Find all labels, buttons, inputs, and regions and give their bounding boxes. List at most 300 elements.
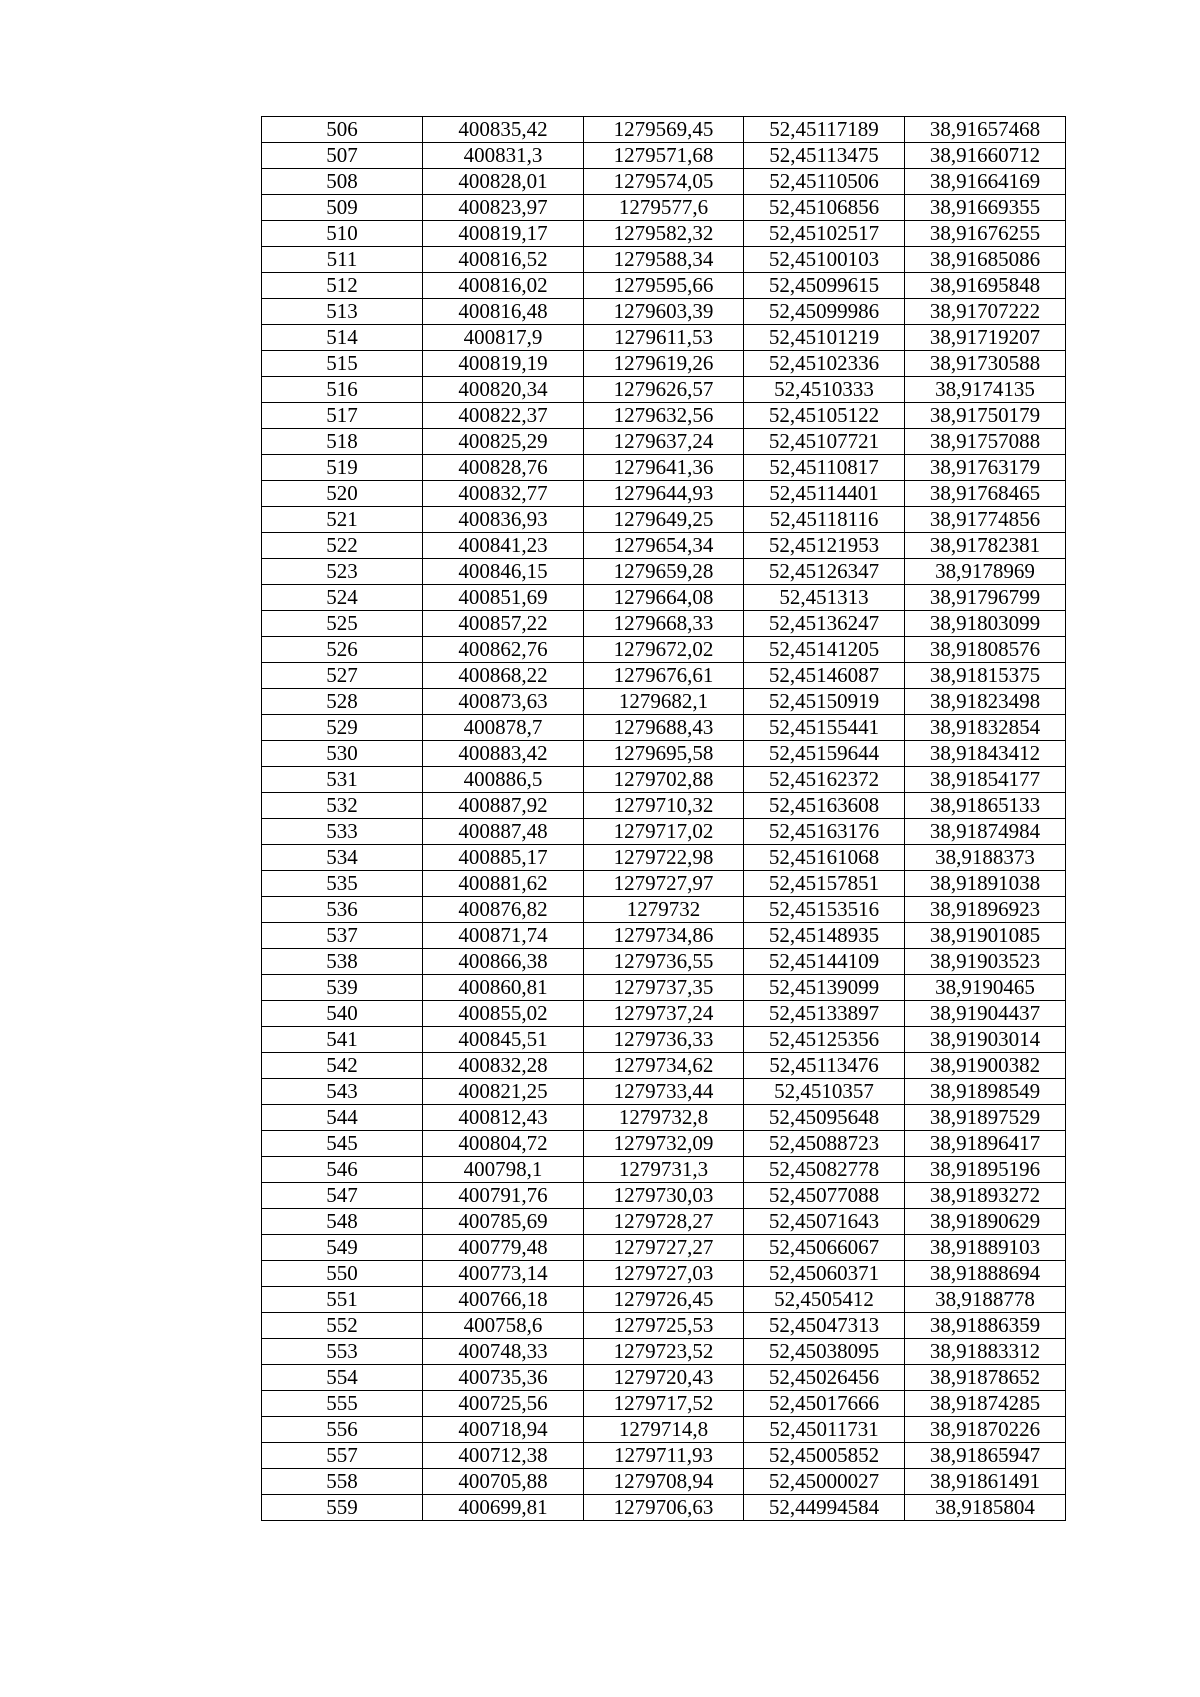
latitude-cell: 52,45146087 xyxy=(744,663,905,689)
table-row xyxy=(262,897,1066,923)
latitude-cell: 52,45105122 xyxy=(744,403,905,429)
longitude-cell: 38,91903523 xyxy=(905,949,1066,975)
point-number-cell: 523 xyxy=(262,559,423,585)
point-number-cell: 535 xyxy=(262,871,423,897)
latitude-cell: 52,45100103 xyxy=(744,247,905,273)
x-coordinate-cell: 400832,28 xyxy=(423,1053,584,1079)
latitude-cell: 52,45107721 xyxy=(744,429,905,455)
longitude-cell: 38,91695848 xyxy=(905,273,1066,299)
latitude-cell: 52,45082778 xyxy=(744,1157,905,1183)
longitude-cell: 38,91757088 xyxy=(905,429,1066,455)
table-row xyxy=(262,585,1066,611)
point-number-cell: 520 xyxy=(262,481,423,507)
latitude-cell: 52,45110506 xyxy=(744,169,905,195)
longitude-cell: 38,91904437 xyxy=(905,1001,1066,1027)
longitude-cell: 38,91782381 xyxy=(905,533,1066,559)
y-coordinate-cell: 1279676,61 xyxy=(584,663,744,689)
table-row xyxy=(262,741,1066,767)
longitude-cell: 38,91883312 xyxy=(905,1339,1066,1365)
latitude-cell: 52,45060371 xyxy=(744,1261,905,1287)
longitude-cell: 38,91730588 xyxy=(905,351,1066,377)
y-coordinate-cell: 1279664,08 xyxy=(584,585,744,611)
x-coordinate-cell: 400860,81 xyxy=(423,975,584,1001)
point-number-cell: 539 xyxy=(262,975,423,1001)
y-coordinate-cell: 1279571,68 xyxy=(584,143,744,169)
x-coordinate-cell: 400883,42 xyxy=(423,741,584,767)
longitude-cell: 38,91669355 xyxy=(905,195,1066,221)
y-coordinate-cell: 1279588,34 xyxy=(584,247,744,273)
point-number-cell: 516 xyxy=(262,377,423,403)
y-coordinate-cell: 1279708,94 xyxy=(584,1469,744,1495)
x-coordinate-cell: 400876,82 xyxy=(423,897,584,923)
table-row xyxy=(262,1469,1066,1495)
y-coordinate-cell: 1279720,43 xyxy=(584,1365,744,1391)
table-row xyxy=(262,117,1066,143)
latitude-cell: 52,45136247 xyxy=(744,611,905,637)
longitude-cell: 38,91903014 xyxy=(905,1027,1066,1053)
x-coordinate-cell: 400881,62 xyxy=(423,871,584,897)
latitude-cell: 52,45099615 xyxy=(744,273,905,299)
x-coordinate-cell: 400735,36 xyxy=(423,1365,584,1391)
table-row xyxy=(262,1105,1066,1131)
table-row xyxy=(262,429,1066,455)
latitude-cell: 52,45125356 xyxy=(744,1027,905,1053)
table-row xyxy=(262,1027,1066,1053)
latitude-cell: 52,45157851 xyxy=(744,871,905,897)
point-number-cell: 532 xyxy=(262,793,423,819)
x-coordinate-cell: 400820,34 xyxy=(423,377,584,403)
y-coordinate-cell: 1279736,33 xyxy=(584,1027,744,1053)
y-coordinate-cell: 1279626,57 xyxy=(584,377,744,403)
table-row xyxy=(262,481,1066,507)
point-number-cell: 527 xyxy=(262,663,423,689)
latitude-cell: 52,4510333 xyxy=(744,377,905,403)
point-number-cell: 515 xyxy=(262,351,423,377)
y-coordinate-cell: 1279659,28 xyxy=(584,559,744,585)
y-coordinate-cell: 1279611,53 xyxy=(584,325,744,351)
coordinates-table xyxy=(261,116,1066,1521)
x-coordinate-cell: 400816,52 xyxy=(423,247,584,273)
longitude-cell: 38,91676255 xyxy=(905,221,1066,247)
point-number-cell: 550 xyxy=(262,1261,423,1287)
point-number-cell: 542 xyxy=(262,1053,423,1079)
latitude-cell: 52,45026456 xyxy=(744,1365,905,1391)
latitude-cell: 52,45000027 xyxy=(744,1469,905,1495)
point-number-cell: 526 xyxy=(262,637,423,663)
y-coordinate-cell: 1279727,97 xyxy=(584,871,744,897)
table-row xyxy=(262,1339,1066,1365)
longitude-cell: 38,91895196 xyxy=(905,1157,1066,1183)
table-row xyxy=(262,1053,1066,1079)
x-coordinate-cell: 400812,43 xyxy=(423,1105,584,1131)
point-number-cell: 557 xyxy=(262,1443,423,1469)
x-coordinate-cell: 400816,02 xyxy=(423,273,584,299)
latitude-cell: 52,45139099 xyxy=(744,975,905,1001)
x-coordinate-cell: 400825,29 xyxy=(423,429,584,455)
table-row xyxy=(262,637,1066,663)
latitude-cell: 52,45095648 xyxy=(744,1105,905,1131)
table-row xyxy=(262,377,1066,403)
x-coordinate-cell: 400823,97 xyxy=(423,195,584,221)
table-row xyxy=(262,559,1066,585)
longitude-cell: 38,91896923 xyxy=(905,897,1066,923)
y-coordinate-cell: 1279668,33 xyxy=(584,611,744,637)
table-row xyxy=(262,143,1066,169)
longitude-cell: 38,91803099 xyxy=(905,611,1066,637)
longitude-cell: 38,91889103 xyxy=(905,1235,1066,1261)
table-row xyxy=(262,1417,1066,1443)
longitude-cell: 38,91896417 xyxy=(905,1131,1066,1157)
latitude-cell: 52,45162372 xyxy=(744,767,905,793)
y-coordinate-cell: 1279726,45 xyxy=(584,1287,744,1313)
x-coordinate-cell: 400855,02 xyxy=(423,1001,584,1027)
x-coordinate-cell: 400846,15 xyxy=(423,559,584,585)
latitude-cell: 52,45066067 xyxy=(744,1235,905,1261)
table-row xyxy=(262,1131,1066,1157)
table-row xyxy=(262,325,1066,351)
y-coordinate-cell: 1279644,93 xyxy=(584,481,744,507)
x-coordinate-cell: 400817,9 xyxy=(423,325,584,351)
y-coordinate-cell: 1279574,05 xyxy=(584,169,744,195)
x-coordinate-cell: 400841,23 xyxy=(423,533,584,559)
point-number-cell: 552 xyxy=(262,1313,423,1339)
y-coordinate-cell: 1279733,44 xyxy=(584,1079,744,1105)
y-coordinate-cell: 1279577,6 xyxy=(584,195,744,221)
point-number-cell: 556 xyxy=(262,1417,423,1443)
x-coordinate-cell: 400887,48 xyxy=(423,819,584,845)
point-number-cell: 543 xyxy=(262,1079,423,1105)
latitude-cell: 52,45017666 xyxy=(744,1391,905,1417)
latitude-cell: 52,45150919 xyxy=(744,689,905,715)
table-row xyxy=(262,455,1066,481)
point-number-cell: 525 xyxy=(262,611,423,637)
x-coordinate-cell: 400785,69 xyxy=(423,1209,584,1235)
longitude-cell: 38,91657468 xyxy=(905,117,1066,143)
longitude-cell: 38,91768465 xyxy=(905,481,1066,507)
point-number-cell: 546 xyxy=(262,1157,423,1183)
point-number-cell: 544 xyxy=(262,1105,423,1131)
x-coordinate-cell: 400851,69 xyxy=(423,585,584,611)
point-number-cell: 537 xyxy=(262,923,423,949)
longitude-cell: 38,91750179 xyxy=(905,403,1066,429)
table-row xyxy=(262,949,1066,975)
x-coordinate-cell: 400758,6 xyxy=(423,1313,584,1339)
longitude-cell: 38,91854177 xyxy=(905,767,1066,793)
x-coordinate-cell: 400819,17 xyxy=(423,221,584,247)
x-coordinate-cell: 400816,48 xyxy=(423,299,584,325)
x-coordinate-cell: 400871,74 xyxy=(423,923,584,949)
table-row xyxy=(262,533,1066,559)
point-number-cell: 558 xyxy=(262,1469,423,1495)
longitude-cell: 38,91808576 xyxy=(905,637,1066,663)
table-row xyxy=(262,767,1066,793)
latitude-cell: 52,45114401 xyxy=(744,481,905,507)
longitude-cell: 38,9185804 xyxy=(905,1495,1066,1521)
x-coordinate-cell: 400878,7 xyxy=(423,715,584,741)
longitude-cell: 38,91707222 xyxy=(905,299,1066,325)
point-number-cell: 555 xyxy=(262,1391,423,1417)
y-coordinate-cell: 1279728,27 xyxy=(584,1209,744,1235)
latitude-cell: 52,45106856 xyxy=(744,195,905,221)
y-coordinate-cell: 1279649,25 xyxy=(584,507,744,533)
longitude-cell: 38,9190465 xyxy=(905,975,1066,1001)
longitude-cell: 38,91815375 xyxy=(905,663,1066,689)
point-number-cell: 549 xyxy=(262,1235,423,1261)
latitude-cell: 52,45101219 xyxy=(744,325,905,351)
x-coordinate-cell: 400836,93 xyxy=(423,507,584,533)
table-row xyxy=(262,923,1066,949)
table-row xyxy=(262,1079,1066,1105)
point-number-cell: 538 xyxy=(262,949,423,975)
point-number-cell: 510 xyxy=(262,221,423,247)
table-row xyxy=(262,273,1066,299)
point-number-cell: 551 xyxy=(262,1287,423,1313)
point-number-cell: 509 xyxy=(262,195,423,221)
x-coordinate-cell: 400821,25 xyxy=(423,1079,584,1105)
table-row xyxy=(262,403,1066,429)
table-row xyxy=(262,793,1066,819)
table-row xyxy=(262,689,1066,715)
longitude-cell: 38,9178969 xyxy=(905,559,1066,585)
y-coordinate-cell: 1279737,24 xyxy=(584,1001,744,1027)
longitude-cell: 38,91660712 xyxy=(905,143,1066,169)
latitude-cell: 52,45071643 xyxy=(744,1209,905,1235)
latitude-cell: 52,45117189 xyxy=(744,117,905,143)
y-coordinate-cell: 1279569,45 xyxy=(584,117,744,143)
point-number-cell: 545 xyxy=(262,1131,423,1157)
table-row xyxy=(262,1157,1066,1183)
latitude-cell: 52,45110817 xyxy=(744,455,905,481)
coordinates-table-body xyxy=(262,117,1066,1521)
longitude-cell: 38,91664169 xyxy=(905,169,1066,195)
y-coordinate-cell: 1279736,55 xyxy=(584,949,744,975)
x-coordinate-cell: 400845,51 xyxy=(423,1027,584,1053)
latitude-cell: 52,45133897 xyxy=(744,1001,905,1027)
longitude-cell: 38,91685086 xyxy=(905,247,1066,273)
latitude-cell: 52,45011731 xyxy=(744,1417,905,1443)
point-number-cell: 517 xyxy=(262,403,423,429)
latitude-cell: 52,45118116 xyxy=(744,507,905,533)
table-row xyxy=(262,663,1066,689)
longitude-cell: 38,9188778 xyxy=(905,1287,1066,1313)
longitude-cell: 38,91865133 xyxy=(905,793,1066,819)
x-coordinate-cell: 400822,37 xyxy=(423,403,584,429)
table-row xyxy=(262,1209,1066,1235)
longitude-cell: 38,91865947 xyxy=(905,1443,1066,1469)
latitude-cell: 52,45163176 xyxy=(744,819,905,845)
y-coordinate-cell: 1279734,86 xyxy=(584,923,744,949)
y-coordinate-cell: 1279727,27 xyxy=(584,1235,744,1261)
latitude-cell: 52,45163608 xyxy=(744,793,905,819)
x-coordinate-cell: 400712,38 xyxy=(423,1443,584,1469)
longitude-cell: 38,91886359 xyxy=(905,1313,1066,1339)
point-number-cell: 540 xyxy=(262,1001,423,1027)
latitude-cell: 52,4510357 xyxy=(744,1079,905,1105)
latitude-cell: 52,45148935 xyxy=(744,923,905,949)
y-coordinate-cell: 1279711,93 xyxy=(584,1443,744,1469)
table-row xyxy=(262,1313,1066,1339)
latitude-cell: 52,4505412 xyxy=(744,1287,905,1313)
table-row xyxy=(262,247,1066,273)
x-coordinate-cell: 400791,76 xyxy=(423,1183,584,1209)
point-number-cell: 534 xyxy=(262,845,423,871)
y-coordinate-cell: 1279654,34 xyxy=(584,533,744,559)
table-row xyxy=(262,819,1066,845)
table-row xyxy=(262,1183,1066,1209)
y-coordinate-cell: 1279582,32 xyxy=(584,221,744,247)
y-coordinate-cell: 1279732 xyxy=(584,897,744,923)
y-coordinate-cell: 1279725,53 xyxy=(584,1313,744,1339)
y-coordinate-cell: 1279717,52 xyxy=(584,1391,744,1417)
y-coordinate-cell: 1279695,58 xyxy=(584,741,744,767)
longitude-cell: 38,91898549 xyxy=(905,1079,1066,1105)
latitude-cell: 52,45088723 xyxy=(744,1131,905,1157)
table-row xyxy=(262,507,1066,533)
x-coordinate-cell: 400857,22 xyxy=(423,611,584,637)
table-row xyxy=(262,195,1066,221)
table-row xyxy=(262,169,1066,195)
longitude-cell: 38,9188373 xyxy=(905,845,1066,871)
longitude-cell: 38,91874984 xyxy=(905,819,1066,845)
table-row xyxy=(262,871,1066,897)
table-row xyxy=(262,351,1066,377)
point-number-cell: 559 xyxy=(262,1495,423,1521)
longitude-cell: 38,9174135 xyxy=(905,377,1066,403)
y-coordinate-cell: 1279723,52 xyxy=(584,1339,744,1365)
y-coordinate-cell: 1279734,62 xyxy=(584,1053,744,1079)
point-number-cell: 548 xyxy=(262,1209,423,1235)
latitude-cell: 52,45155441 xyxy=(744,715,905,741)
longitude-cell: 38,91774856 xyxy=(905,507,1066,533)
x-coordinate-cell: 400798,1 xyxy=(423,1157,584,1183)
latitude-cell: 52,44994584 xyxy=(744,1495,905,1521)
longitude-cell: 38,91796799 xyxy=(905,585,1066,611)
point-number-cell: 531 xyxy=(262,767,423,793)
latitude-cell: 52,45121953 xyxy=(744,533,905,559)
y-coordinate-cell: 1279595,66 xyxy=(584,273,744,299)
longitude-cell: 38,91890629 xyxy=(905,1209,1066,1235)
point-number-cell: 528 xyxy=(262,689,423,715)
x-coordinate-cell: 400887,92 xyxy=(423,793,584,819)
y-coordinate-cell: 1279682,1 xyxy=(584,689,744,715)
x-coordinate-cell: 400828,01 xyxy=(423,169,584,195)
x-coordinate-cell: 400748,33 xyxy=(423,1339,584,1365)
table-row xyxy=(262,845,1066,871)
y-coordinate-cell: 1279632,56 xyxy=(584,403,744,429)
x-coordinate-cell: 400886,5 xyxy=(423,767,584,793)
latitude-cell: 52,45159644 xyxy=(744,741,905,767)
x-coordinate-cell: 400705,88 xyxy=(423,1469,584,1495)
y-coordinate-cell: 1279730,03 xyxy=(584,1183,744,1209)
point-number-cell: 513 xyxy=(262,299,423,325)
table-row xyxy=(262,1235,1066,1261)
table-row xyxy=(262,1495,1066,1521)
point-number-cell: 514 xyxy=(262,325,423,351)
longitude-cell: 38,91901085 xyxy=(905,923,1066,949)
latitude-cell: 52,45113476 xyxy=(744,1053,905,1079)
table-row xyxy=(262,1287,1066,1313)
y-coordinate-cell: 1279717,02 xyxy=(584,819,744,845)
y-coordinate-cell: 1279722,98 xyxy=(584,845,744,871)
longitude-cell: 38,91861491 xyxy=(905,1469,1066,1495)
x-coordinate-cell: 400725,56 xyxy=(423,1391,584,1417)
x-coordinate-cell: 400779,48 xyxy=(423,1235,584,1261)
longitude-cell: 38,91832854 xyxy=(905,715,1066,741)
x-coordinate-cell: 400831,3 xyxy=(423,143,584,169)
x-coordinate-cell: 400718,94 xyxy=(423,1417,584,1443)
longitude-cell: 38,91870226 xyxy=(905,1417,1066,1443)
x-coordinate-cell: 400699,81 xyxy=(423,1495,584,1521)
latitude-cell: 52,45144109 xyxy=(744,949,905,975)
longitude-cell: 38,91893272 xyxy=(905,1183,1066,1209)
x-coordinate-cell: 400819,19 xyxy=(423,351,584,377)
x-coordinate-cell: 400866,38 xyxy=(423,949,584,975)
point-number-cell: 508 xyxy=(262,169,423,195)
latitude-cell: 52,45005852 xyxy=(744,1443,905,1469)
table-row xyxy=(262,1443,1066,1469)
y-coordinate-cell: 1279603,39 xyxy=(584,299,744,325)
x-coordinate-cell: 400832,77 xyxy=(423,481,584,507)
point-number-cell: 518 xyxy=(262,429,423,455)
longitude-cell: 38,91888694 xyxy=(905,1261,1066,1287)
latitude-cell: 52,45102336 xyxy=(744,351,905,377)
table-row xyxy=(262,611,1066,637)
point-number-cell: 507 xyxy=(262,143,423,169)
point-number-cell: 536 xyxy=(262,897,423,923)
latitude-cell: 52,45099986 xyxy=(744,299,905,325)
x-coordinate-cell: 400885,17 xyxy=(423,845,584,871)
x-coordinate-cell: 400873,63 xyxy=(423,689,584,715)
point-number-cell: 533 xyxy=(262,819,423,845)
y-coordinate-cell: 1279710,32 xyxy=(584,793,744,819)
point-number-cell: 547 xyxy=(262,1183,423,1209)
point-number-cell: 554 xyxy=(262,1365,423,1391)
longitude-cell: 38,91891038 xyxy=(905,871,1066,897)
point-number-cell: 506 xyxy=(262,117,423,143)
latitude-cell: 52,45153516 xyxy=(744,897,905,923)
y-coordinate-cell: 1279702,88 xyxy=(584,767,744,793)
y-coordinate-cell: 1279637,24 xyxy=(584,429,744,455)
table-row xyxy=(262,221,1066,247)
longitude-cell: 38,91763179 xyxy=(905,455,1066,481)
point-number-cell: 530 xyxy=(262,741,423,767)
latitude-cell: 52,45141205 xyxy=(744,637,905,663)
x-coordinate-cell: 400773,14 xyxy=(423,1261,584,1287)
latitude-cell: 52,45077088 xyxy=(744,1183,905,1209)
table-row xyxy=(262,299,1066,325)
longitude-cell: 38,91897529 xyxy=(905,1105,1066,1131)
point-number-cell: 512 xyxy=(262,273,423,299)
latitude-cell: 52,45102517 xyxy=(744,221,905,247)
x-coordinate-cell: 400862,76 xyxy=(423,637,584,663)
table-row xyxy=(262,1261,1066,1287)
x-coordinate-cell: 400835,42 xyxy=(423,117,584,143)
y-coordinate-cell: 1279737,35 xyxy=(584,975,744,1001)
longitude-cell: 38,91843412 xyxy=(905,741,1066,767)
longitude-cell: 38,91900382 xyxy=(905,1053,1066,1079)
longitude-cell: 38,91719207 xyxy=(905,325,1066,351)
y-coordinate-cell: 1279731,3 xyxy=(584,1157,744,1183)
table-row xyxy=(262,1001,1066,1027)
y-coordinate-cell: 1279706,63 xyxy=(584,1495,744,1521)
longitude-cell: 38,91823498 xyxy=(905,689,1066,715)
longitude-cell: 38,91874285 xyxy=(905,1391,1066,1417)
y-coordinate-cell: 1279732,8 xyxy=(584,1105,744,1131)
longitude-cell: 38,91878652 xyxy=(905,1365,1066,1391)
point-number-cell: 522 xyxy=(262,533,423,559)
point-number-cell: 541 xyxy=(262,1027,423,1053)
table-row xyxy=(262,1391,1066,1417)
